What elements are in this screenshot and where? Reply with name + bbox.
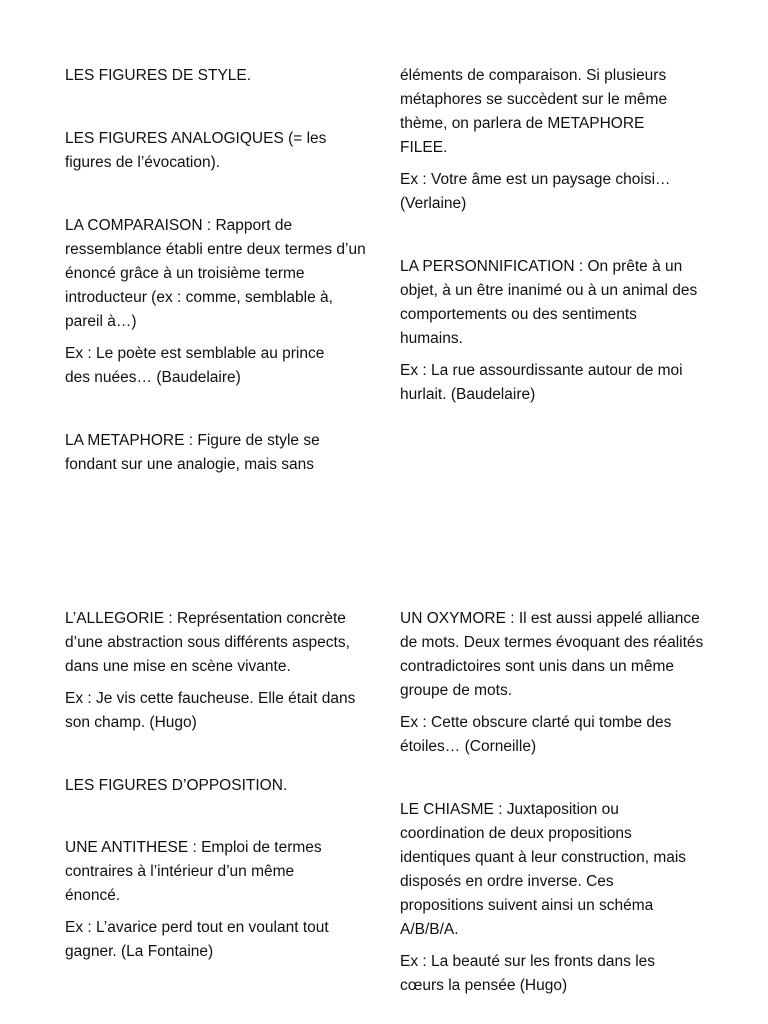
oxymore-example: Ex : Cette obscure clarté qui tombe des étoiles… (Corneille)	[400, 714, 672, 755]
analogical-figures-heading: LES FIGURES ANALOGIQUES (= les figures de l’évocation).	[65, 130, 327, 171]
document-title: LES FIGURES DE STYLE.	[65, 67, 252, 84]
allegorie-example: Ex : Je vis cette faucheuse. Elle était dans son champ. (Hugo)	[65, 690, 356, 731]
chiasme-definition: LE CHIASME : Juxtaposition ou coordination de deux propositions identiques quant à leur construction, mais disposés en ordre inverse. Ces propositions suivent ainsi un schéma A/B/B/A.	[400, 801, 687, 938]
opposition-figures-heading: LES FIGURES D’OPPOSITION.	[65, 777, 288, 794]
metaphore-example: Ex : Votre âme est un paysage choisi… (Verlaine)	[400, 171, 671, 212]
metaphore-definition-continued: éléments de comparaison. Si plusieurs métaphores se succèdent sur le même thème, on parlera de METAPHORE FILEE.	[400, 67, 668, 156]
metaphore-definition-start: LA METAPHORE : Figure de style se fondant sur une analogie, mais sans	[65, 432, 320, 473]
comparaison-definition: LA COMPARAISON : Rapport de ressemblance établi entre deux termes d’un énoncé grâce à un troisième terme introducteur (ex : comme, semblable à, pareil à…)	[65, 217, 366, 330]
chiasme-example: Ex : La beauté sur les fronts dans les cœurs la pensée (Hugo)	[400, 953, 656, 994]
personnification-definition: LA PERSONNIFICATION : On prête à un objet, à un être inanimé ou à un animal des comportements ou des sentiments humains.	[400, 258, 698, 347]
oxymore-definition: UN OXYMORE : Il est aussi appelé alliance de mots. Deux termes évoquant des réalités contradictoires sont unis dans un même groupe de mots.	[400, 610, 704, 699]
comparaison-example: Ex : Le poète est semblable au prince des nuées… (Baudelaire)	[65, 345, 325, 386]
allegorie-definition: L’ALLEGORIE : Représentation concrète d’une abstraction sous différents aspects, dans une mise en scène vivante.	[65, 610, 350, 675]
personnification-example: Ex : La rue assourdissante autour de moi hurlait. (Baudelaire)	[400, 362, 683, 403]
antithese-example: Ex : L’avarice perd tout en voulant tout gagner. (La Fontaine)	[65, 919, 329, 960]
antithese-definition: UNE ANTITHESE : Emploi de termes contraires à l’intérieur d’un même énoncé.	[65, 839, 322, 904]
